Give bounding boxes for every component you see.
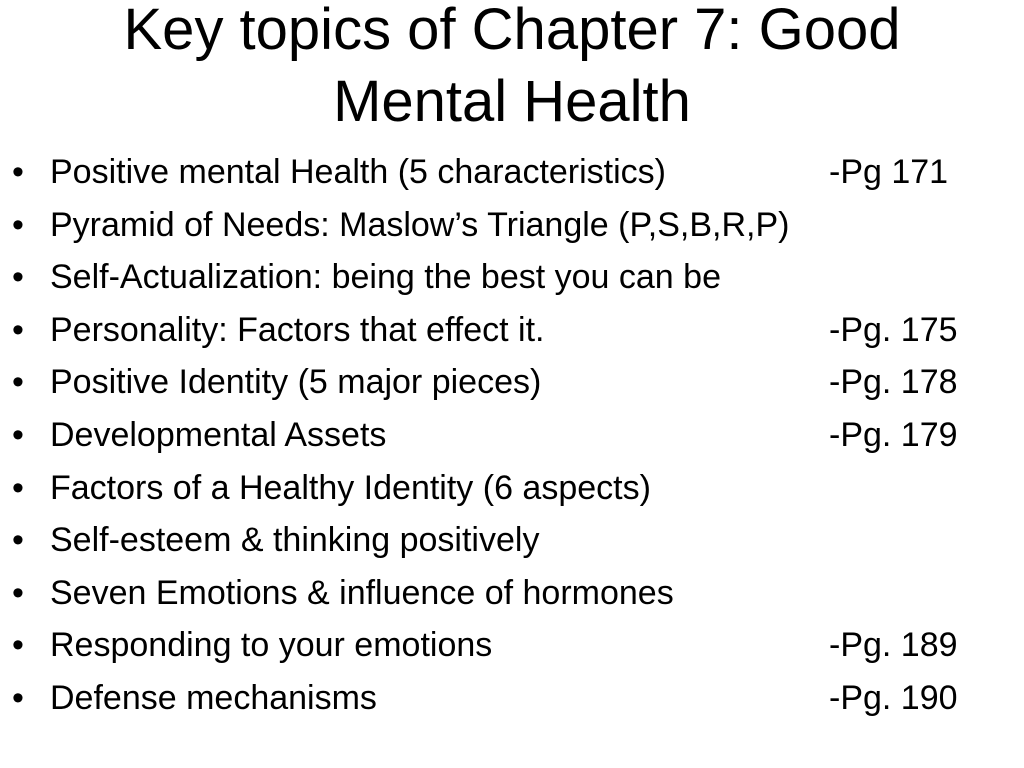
list-item — [0, 672, 1024, 725]
bullet-icon: • — [12, 573, 24, 612]
list-item-text: Positive mental Health (5 characteristics) — [50, 153, 667, 191]
list-item — [0, 251, 1024, 304]
list-item-text: Self-Actualization: being the best you can be — [50, 258, 721, 297]
bullet-icon: • — [12, 468, 24, 507]
page-reference: -Pg. 189 — [829, 626, 958, 665]
page-reference: -Pg 171 — [829, 153, 949, 191]
slide-title: Key topics of Chapter 7: Good Mental Health — [123, 0, 901, 134]
list-item — [0, 567, 1024, 620]
list-item — [0, 409, 1024, 462]
list-item — [0, 146, 1024, 199]
bullet-icon: • — [12, 153, 24, 191]
list-item-text: Positive Identity (5 major pieces) — [50, 363, 542, 402]
bullet-icon: • — [12, 415, 24, 454]
page-reference: -Pg. 178 — [829, 363, 958, 402]
bullet-list — [0, 146, 1024, 725]
bullet-icon: • — [12, 626, 24, 665]
list-item-text: Factors of a Healthy Identity (6 aspects) — [50, 468, 651, 507]
list-item-text: Seven Emotions & influence of hormones — [50, 573, 674, 612]
list-item — [0, 356, 1024, 409]
list-item-text: Developmental Assets — [50, 415, 387, 454]
page-reference: -Pg. 175 — [829, 310, 958, 349]
page-reference: -Pg. 190 — [829, 678, 958, 717]
bullet-icon: • — [12, 363, 24, 402]
list-item-text: Defense mechanisms — [50, 678, 377, 717]
list-item-text: Self-esteem & thinking positively — [50, 521, 540, 560]
list-item-text: Pyramid of Needs: Maslow’s Triangle (P,S,B,R,P) — [50, 205, 790, 244]
list-item-text: Responding to your emotions — [50, 626, 493, 665]
list-item — [0, 462, 1024, 515]
bullet-icon: • — [12, 205, 24, 244]
bullet-icon: • — [12, 310, 24, 349]
bullet-icon: • — [12, 258, 24, 297]
list-item — [0, 304, 1024, 357]
page-reference: -Pg. 179 — [829, 415, 958, 454]
list-item-text: Personality: Factors that effect it. — [50, 310, 545, 349]
list-item — [0, 514, 1024, 567]
list-item — [0, 199, 1024, 252]
list-item — [0, 619, 1024, 672]
bullet-icon: • — [12, 521, 24, 560]
bullet-icon: • — [12, 678, 24, 717]
